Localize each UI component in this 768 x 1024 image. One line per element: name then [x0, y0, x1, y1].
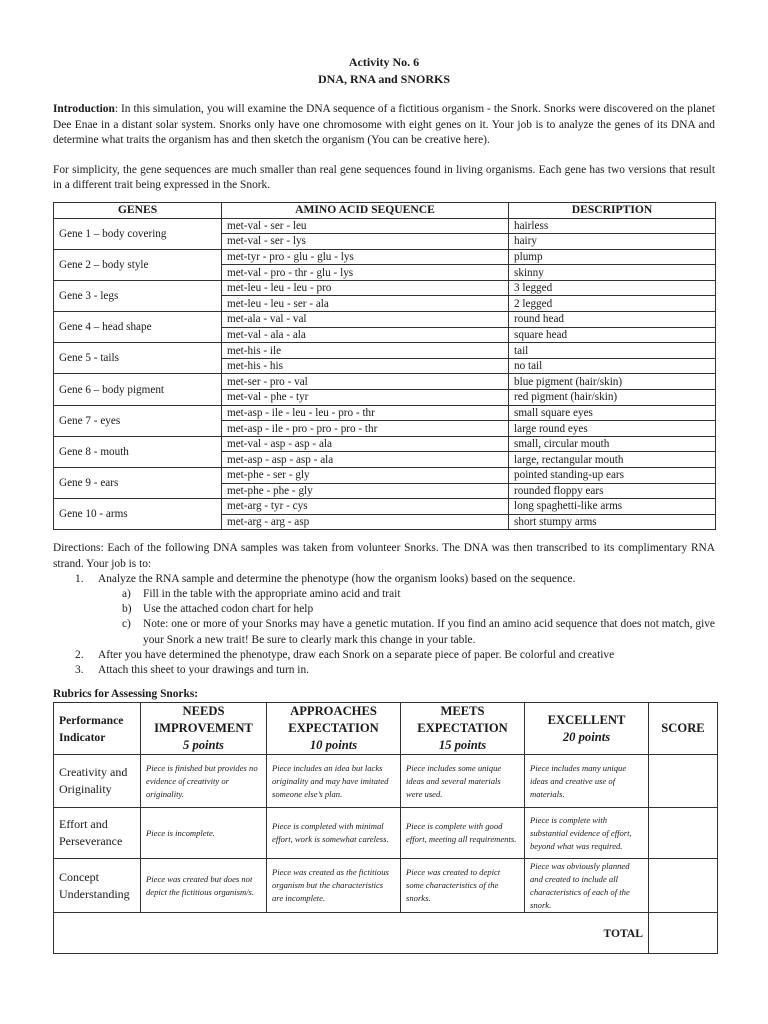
- list-item: [53, 663, 715, 678]
- amino-acid-sequence: met-val - ala - ala: [222, 327, 509, 343]
- activity-number: Activity No. 6: [348, 55, 420, 69]
- level-name: APPROACHES EXPECTATION: [288, 704, 379, 736]
- amino-acid-sequence: met-asp - ile - leu - leu - pro - thr: [222, 405, 509, 421]
- gene-name: Gene 5 - tails: [54, 343, 222, 374]
- trait-description: large round eyes: [509, 421, 716, 437]
- table-row: [54, 343, 716, 359]
- trait-description: large, rectangular mouth: [509, 452, 716, 468]
- trait-description: small, circular mouth: [509, 436, 716, 452]
- rubric-cell: Piece is complete with good effort, meeting all requirements.: [401, 808, 525, 859]
- level-points: 10 points: [309, 738, 358, 753]
- amino-acid-column-header: AMINO ACID SEQUENCE: [222, 202, 509, 218]
- gene-name: Gene 2 – body style: [54, 249, 222, 280]
- indicator-label: Effort and Perseverance: [54, 808, 141, 859]
- step-number: 1.: [75, 572, 84, 585]
- rubric-cell: Piece includes an idea but lacks originality and may have imitated someone else’s plan.: [267, 755, 401, 808]
- gene-name: Gene 10 - arms: [54, 499, 222, 530]
- rubric-cell: Piece was created but does not depict the fictitious organism/s.: [141, 859, 267, 913]
- rubric-cell: Piece includes some unique ideas and several materials were used.: [401, 755, 525, 808]
- trait-description: rounded floppy ears: [509, 483, 716, 499]
- trait-description: blue pigment (hair/skin): [509, 374, 716, 390]
- step-text: Analyze the RNA sample and determine the phenotype (how the organism looks) based on the sequence.: [98, 572, 576, 585]
- rubric-cell: Piece is incomplete.: [141, 808, 267, 859]
- trait-description: hairless: [509, 218, 716, 234]
- score-cell[interactable]: [649, 859, 718, 913]
- score-cell[interactable]: [649, 755, 718, 808]
- level-points: 5 points: [183, 738, 224, 753]
- trait-description: 2 legged: [509, 296, 716, 312]
- table-row: [54, 808, 718, 859]
- activity-title: DNA, RNA and SNORKS: [317, 72, 451, 86]
- trait-description: no tail: [509, 358, 716, 374]
- trait-description: round head: [509, 312, 716, 328]
- rubric-cell: Piece was created to depict some characteristics of the snorks.: [401, 859, 525, 913]
- trait-description: long spaghetti-like arms: [509, 499, 716, 515]
- list-item: [53, 572, 715, 648]
- rubric-header-row: [54, 703, 718, 755]
- amino-acid-sequence: met-val - asp - asp - ala: [222, 436, 509, 452]
- rubric-cell: Piece was created as the fictitious organism but the characteristics are incomplete.: [267, 859, 401, 913]
- table-row: [54, 374, 716, 390]
- directions-paragraph: Directions: Each of the following DNA samples was taken from volunteer Snorks. The DNA was then transcribed to its complimentary RNA strand. Your job is to:: [53, 542, 715, 570]
- trait-description: short stumpy arms: [509, 514, 716, 530]
- table-row: [54, 468, 716, 484]
- table-row: [54, 249, 716, 265]
- trait-description: square head: [509, 327, 716, 343]
- gene-name: Gene 9 - ears: [54, 468, 222, 499]
- table-row: [54, 405, 716, 421]
- gene-name: Gene 8 - mouth: [54, 436, 222, 467]
- indicator-label: Creativity and Originality: [54, 755, 141, 808]
- gene-name: Gene 3 - legs: [54, 280, 222, 311]
- substep-letter: c): [122, 618, 131, 631]
- meets-expectation-header: [401, 703, 525, 755]
- worksheet-page: [53, 54, 715, 954]
- gene-name: Gene 6 – body pigment: [54, 374, 222, 405]
- amino-acid-sequence: met-asp - asp - asp - ala: [222, 452, 509, 468]
- table-row: [54, 859, 718, 913]
- gene-name: Gene 4 – head shape: [54, 312, 222, 343]
- list-item: [98, 617, 715, 647]
- score-header: SCORE: [649, 703, 718, 755]
- step-text: After you have determined the phenotype, draw each Snork on a separate piece of paper. Be colorful and creative: [98, 648, 615, 661]
- indicator-label: Concept Understanding: [54, 859, 141, 913]
- gene-name: Gene 7 - eyes: [54, 405, 222, 436]
- introduction-text: : In this simulation, you will examine the DNA sequence of a fictitious organism - the Snork. Snorks were discovered on the planet Dee Enae in a distant solar system. Snorks only have one chromosome with eight genes on it. Your job is to analyze the genes of its DNA and determine what traits the organism has and then sketch the organism (You can be creative here).: [53, 103, 715, 146]
- amino-acid-sequence: met-arg - arg - asp: [222, 514, 509, 530]
- rubric-table: [53, 702, 718, 954]
- trait-description: 3 legged: [509, 280, 716, 296]
- table-row: [54, 218, 716, 234]
- list-item: [98, 587, 715, 602]
- total-score-cell[interactable]: [649, 913, 718, 954]
- step-number: 2.: [75, 648, 84, 661]
- amino-acid-sequence: met-tyr - pro - glu - glu - lys: [222, 249, 509, 265]
- simplicity-paragraph: For simplicity, the gene sequences are much smaller than real gene sequences found in living organisms. Each gene has two versions that result in a different trait being expressed in the Snork.: [53, 163, 715, 191]
- trait-description: skinny: [509, 265, 716, 281]
- level-points: 15 points: [438, 738, 487, 753]
- table-row: [54, 436, 716, 452]
- amino-acid-sequence: met-val - phe - tyr: [222, 390, 509, 406]
- amino-acid-sequence: met-leu - leu - leu - pro: [222, 280, 509, 296]
- total-label: TOTAL: [54, 913, 649, 954]
- amino-acid-sequence: met-leu - leu - ser - ala: [222, 296, 509, 312]
- rubric-cell: Piece is complete with substantial evidence of effort, beyond what was required.: [525, 808, 649, 859]
- substep-letter: b): [122, 603, 132, 616]
- amino-acid-sequence: met-val - ser - leu: [222, 218, 509, 234]
- rubric-cell: Piece is completed with minimal effort, work is somewhat careless.: [267, 808, 401, 859]
- level-name: EXCELLENT: [547, 712, 626, 727]
- excellent-header: [525, 703, 649, 755]
- description-column-header: DESCRIPTION: [509, 202, 716, 218]
- total-row: [54, 913, 718, 954]
- substep-text: Use the attached codon chart for help: [143, 603, 314, 616]
- substep-letter: a): [122, 587, 131, 600]
- amino-acid-sequence: met-val - ser - lys: [222, 234, 509, 250]
- table-row: [54, 499, 716, 515]
- genes-column-header: GENES: [54, 202, 222, 218]
- list-item: [53, 648, 715, 663]
- table-row: [54, 312, 716, 328]
- trait-description: plump: [509, 249, 716, 265]
- step-text: Attach this sheet to your drawings and turn in.: [98, 664, 310, 676]
- rubric-cell: Piece was obviously planned and created to include all characteristics of each of the snork.: [525, 859, 649, 913]
- substep-text: Fill in the table with the appropriate amino acid and trait: [143, 587, 401, 600]
- amino-acid-sequence: met-val - pro - thr - glu - lys: [222, 265, 509, 281]
- trait-description: pointed standing-up ears: [509, 468, 716, 484]
- gene-table-header: [54, 202, 716, 218]
- gene-table: [53, 202, 716, 531]
- introduction-label: Introduction: [53, 103, 115, 115]
- trait-description: small square eyes: [509, 405, 716, 421]
- amino-acid-sequence: met-ser - pro - val: [222, 374, 509, 390]
- amino-acid-sequence: met-arg - tyr - cys: [222, 499, 509, 515]
- substep-text: Note: one or more of your Snorks may have a genetic mutation. If you find an amino acid sequence that does not match, give your Snork a new trait! Be sure to clearly mark this change in your table.: [143, 618, 715, 646]
- table-row: [54, 280, 716, 296]
- amino-acid-sequence: met-asp - ile - pro - pro - pro - thr: [222, 421, 509, 437]
- amino-acid-sequence: met-his - his: [222, 358, 509, 374]
- substeps-list: [98, 587, 715, 648]
- performance-indicator-header: Performance Indicator: [54, 703, 141, 755]
- directions-list: [53, 572, 715, 678]
- amino-acid-sequence: met-phe - phe - gly: [222, 483, 509, 499]
- amino-acid-sequence: met-phe - ser - gly: [222, 468, 509, 484]
- trait-description: hairy: [509, 234, 716, 250]
- level-name: NEEDS IMPROVEMENT: [154, 704, 253, 736]
- rubric-cell: Piece is finished but provides no evidence of creativity or originality.: [141, 755, 267, 808]
- list-item: [98, 602, 715, 617]
- approaches-expectation-header: [267, 703, 401, 755]
- score-cell[interactable]: [649, 808, 718, 859]
- gene-name: Gene 1 – body covering: [54, 218, 222, 249]
- step-number: 3.: [75, 664, 84, 676]
- level-name: MEETS EXPECTATION: [417, 704, 508, 736]
- needs-improvement-header: [141, 703, 267, 755]
- level-points: 20 points: [562, 729, 611, 744]
- amino-acid-sequence: met-ala - val - val: [222, 312, 509, 328]
- rubric-cell: Piece includes many unique ideas and creative use of materials.: [525, 755, 649, 808]
- trait-description: tail: [509, 343, 716, 359]
- amino-acid-sequence: met-his - ile: [222, 343, 509, 359]
- trait-description: red pigment (hair/skin): [509, 390, 716, 406]
- table-row: [54, 755, 718, 808]
- rubric-title: Rubrics for Assessing Snorks:: [53, 688, 199, 701]
- introduction-paragraph: [53, 102, 715, 149]
